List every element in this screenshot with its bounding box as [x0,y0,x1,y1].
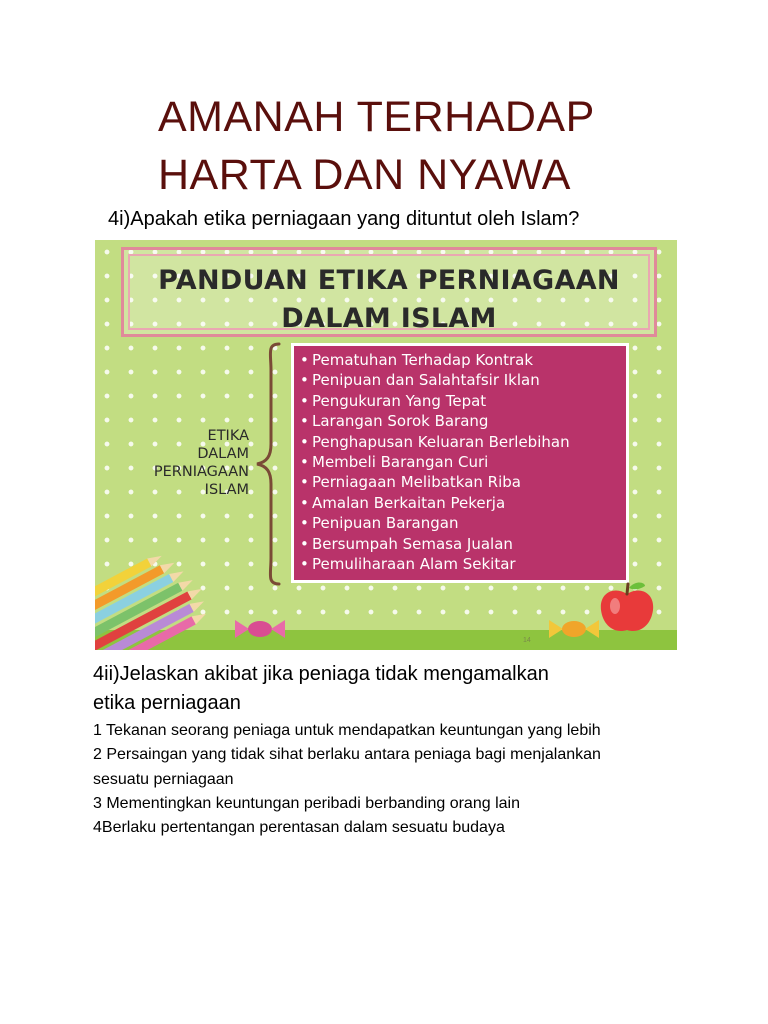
page-title [158,88,718,204]
ethics-list [300,350,626,574]
answer-line: sesuatu perniagaan [93,770,234,788]
list-item: • Amalan Berkaitan Pekerja [300,493,506,512]
bullet-icon: • [300,453,309,472]
question-2-line-1: 4ii)Jelaskan akibat jika peniaga tidak mengamalkan [93,663,549,685]
infographic-side-label [141,427,249,499]
side-label-line: DALAM [197,446,249,462]
bullet-icon: • [300,534,309,553]
infographic-title [124,262,654,338]
colored-pencils-icon [95,540,225,650]
answer-line: 1 Tekanan seorang peniaga untuk mendapatkan keuntungan yang lebih [93,722,601,739]
bullet-icon: • [300,351,309,369]
bullet-icon: • [300,473,309,492]
list-item: • Membeli Barangan Curi [300,453,489,472]
infographic-page-number: 14 [523,637,531,644]
bullet-icon: • [300,514,309,533]
list-item: • Perniagaan Melibatkan Riba [300,473,521,492]
infographic-title-line-1: PANDUAN ETIKA PERNIAGAAN [158,265,620,296]
apple-icon [595,580,659,636]
list-item: • Pematuhan Terhadap Kontrak [300,351,534,369]
list-item: • Penipuan Barangan [300,514,459,533]
page-title-line-2: HARTA DAN NYAWA [158,151,571,199]
answer-line: 4Berlaku pertentangan perentasan dalam sesuatu budaya [93,819,505,837]
infographic-title-box [121,247,657,337]
bullet-icon: • [300,493,309,512]
answer-line: 3 Mementingkan keuntungan peribadi berbanding orang lain [93,794,520,812]
side-label-line: PERNIAGAAN [153,464,249,480]
question-1: 4i)Apakah etika perniagaan yang dituntut oleh Islam? [108,208,580,230]
bullet-icon: • [300,371,309,390]
infographic [95,240,677,650]
candy-icon [233,618,287,640]
list-item: • Larangan Sorok Barang [300,412,489,431]
list-item: • Pengukuran Yang Tepat [300,391,487,410]
side-label-line: ISLAM [204,482,249,498]
side-label-line: ETIKA [207,428,249,444]
list-item: • Penipuan dan Salahtafsir Iklan [300,371,540,390]
question-2 [93,660,683,718]
answer-line: 2 Persaingan yang tidak sihat berlaku antara peniaga bagi menjalankan [93,746,601,764]
bullet-icon: • [300,432,309,451]
list-item: • Pemuliharaan Alam Sekitar [300,555,516,574]
page-title-line-1: AMANAH TERHADAP [158,93,595,141]
ethics-list-box [291,343,629,583]
bullet-icon: • [300,555,309,574]
list-item: • Penghapusan Keluaran Berlebihan [300,432,570,451]
question-2-line-2: etika perniagaan [93,692,241,714]
list-item: • Bersumpah Semasa Jualan [300,534,513,553]
answer-list [93,719,693,840]
curly-brace-icon [253,340,283,588]
infographic-title-line-2: DALAM ISLAM [281,303,497,334]
bullet-icon: • [300,412,309,431]
bullet-icon: • [300,391,309,410]
candy-icon [547,618,601,640]
